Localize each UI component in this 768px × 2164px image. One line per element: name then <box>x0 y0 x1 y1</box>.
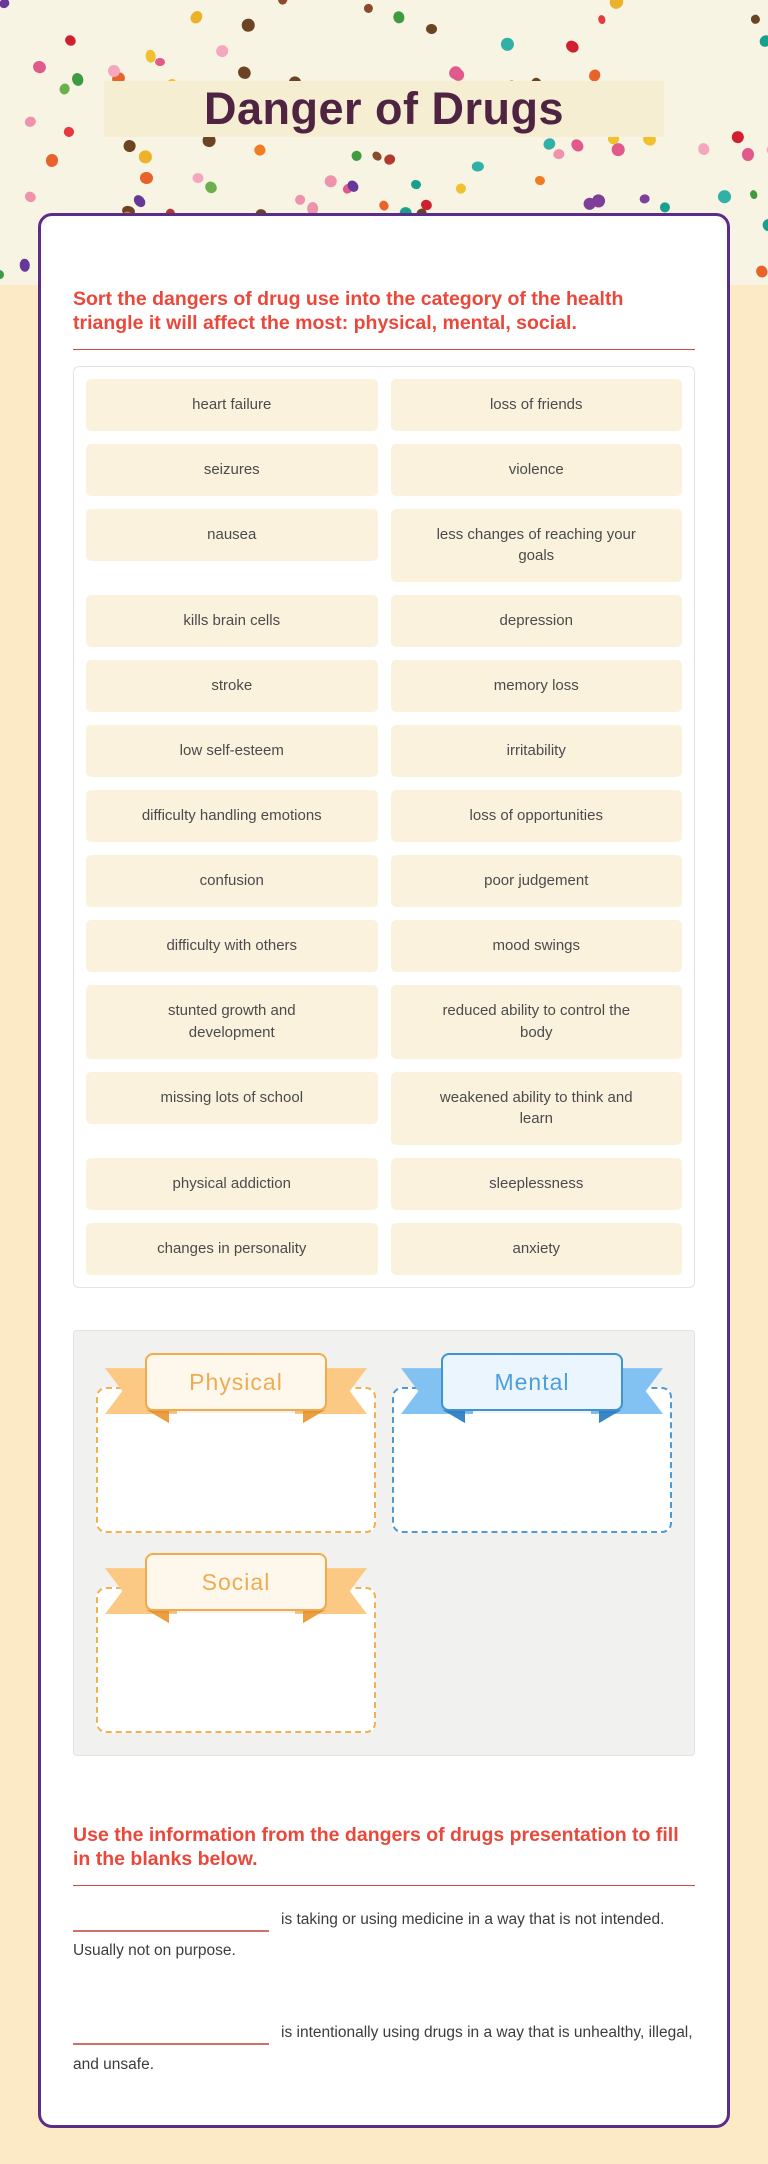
title-band <box>104 81 664 137</box>
ribbon-fold-right <box>599 1410 621 1423</box>
word-bank-item[interactable]: sleeplessness <box>391 1158 683 1210</box>
worksheet-card <box>38 213 730 2128</box>
word-bank-item[interactable]: reduced ability to control the body <box>391 985 683 1059</box>
word-bank-item[interactable]: physical addiction <box>86 1158 378 1210</box>
word-bank-item[interactable]: weakened ability to think and learn <box>391 1072 683 1146</box>
word-bank-item[interactable]: anxiety <box>391 1223 683 1275</box>
sort-section <box>73 288 695 1756</box>
ribbon-fold-right <box>303 1410 325 1423</box>
ribbon-fold-left <box>147 1410 169 1423</box>
fill-blank-input-1[interactable] <box>73 1909 269 1932</box>
divider <box>73 1885 695 1886</box>
fill-blank-input-2[interactable] <box>73 2022 269 2045</box>
ribbon-fold-left <box>147 1610 169 1623</box>
word-bank-item[interactable]: confusion <box>86 855 378 907</box>
fill-question-1-text: is taking or using medicine in a way that is not intended. Usually not on purpose. <box>73 1910 665 1960</box>
word-bank-item[interactable]: seizures <box>86 444 378 496</box>
zone-label-physical: Physical <box>189 1368 283 1395</box>
ribbon-fold-left <box>443 1410 465 1423</box>
dropzone-physical <box>96 1368 376 1533</box>
word-bank-item[interactable]: changes in personality <box>86 1223 378 1275</box>
word-bank-item[interactable]: stunted growth and development <box>86 985 378 1059</box>
word-bank-item[interactable]: poor judgement <box>391 855 683 907</box>
fill-instruction: Use the information from the dangers of drugs presentation to fill in the blanks below. <box>73 1824 679 1870</box>
word-bank-item[interactable]: kills brain cells <box>86 595 378 647</box>
word-bank-item[interactable]: loss of opportunities <box>391 790 683 842</box>
word-bank-item[interactable]: irritability <box>391 725 683 777</box>
word-bank-item[interactable]: violence <box>391 444 683 496</box>
ribbon-panel <box>145 1553 327 1611</box>
word-bank-item[interactable]: stroke <box>86 660 378 712</box>
word-bank-item[interactable]: less changes of reaching your goals <box>391 509 683 583</box>
ribbon-physical <box>105 1353 367 1425</box>
word-bank-item[interactable]: mood swings <box>391 920 683 972</box>
page-title: Danger of Drugs <box>203 83 565 134</box>
word-bank-item[interactable]: heart failure <box>86 379 378 431</box>
word-bank <box>73 366 695 1289</box>
sort-area <box>73 1330 695 1756</box>
fill-question-2-text: is intentionally using drugs in a way that is unhealthy, illegal, and unsafe. <box>73 2024 693 2073</box>
word-bank-item[interactable]: nausea <box>86 509 378 561</box>
ribbon-mental <box>401 1353 663 1425</box>
word-bank-item[interactable]: missing lots of school <box>86 1072 378 1124</box>
ribbon-social <box>105 1553 367 1625</box>
divider <box>73 349 695 350</box>
zone-label-social: Social <box>201 1568 271 1595</box>
word-bank-item[interactable]: loss of friends <box>391 379 683 431</box>
dropzone-mental <box>392 1368 672 1533</box>
word-bank-item[interactable]: depression <box>391 595 683 647</box>
word-bank-item[interactable]: difficulty with others <box>86 920 378 972</box>
word-bank-item[interactable]: difficulty handling emotions <box>86 790 378 842</box>
word-bank-item[interactable]: low self-esteem <box>86 725 378 777</box>
fill-section <box>73 1824 695 2081</box>
fill-question-2 <box>73 2017 695 2081</box>
zone-label-mental: Mental <box>494 1368 570 1395</box>
ribbon-panel <box>145 1353 327 1411</box>
sort-instruction: Sort the dangers of drug use into the category of the health triangle it will affect the most: physical, mental, social. <box>73 288 624 334</box>
ribbon-fold-right <box>303 1610 325 1623</box>
dropzone-social <box>96 1568 376 1733</box>
word-bank-item[interactable]: memory loss <box>391 660 683 712</box>
fill-question-1 <box>73 1904 695 1968</box>
ribbon-panel <box>441 1353 623 1411</box>
